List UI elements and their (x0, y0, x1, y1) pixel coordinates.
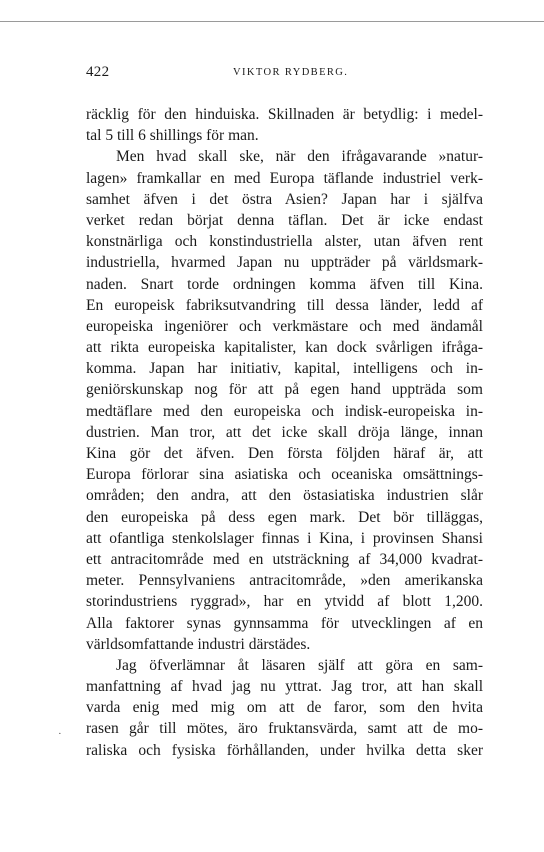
text-line: raliska och fysiska förhållanden, under hvilka detta sker (86, 741, 483, 759)
text-line: medtäflare med den europeiska och indisk-europeiska in- (86, 402, 483, 420)
text-line: konstnärliga och konstindustriella alster, utan äfven rent (86, 233, 483, 251)
text-line: varda enig med mig om att de faror, som den hvita (86, 699, 483, 717)
text-line: europeiska ingeniörer och verkmästare och med ändamål (86, 317, 483, 335)
text-line: tal 5 till 6 shillings för man. (86, 127, 259, 145)
body-text (86, 104, 483, 761)
text-line: ett antracitområde med en utsträckning af 34,000 kvadrat- (86, 550, 483, 568)
text-line: manfattning af hvad jag nu yttrat. Jag tror, att han skall (86, 678, 483, 696)
text-line: områden; den andra, att den östasiatiska industrien slår (86, 487, 483, 505)
text-line: den europeiska på dess egen mark. Det bör tilläggas, (86, 508, 483, 526)
text-line: Alla faktorer synas gynnsamma för utvecklingen af en (86, 614, 483, 632)
text-line: geniörskunskap nog för att på egen hand uppträda som (86, 381, 483, 399)
text-line: meter. Pennsylvaniens antracitområde, »den amerikanska (86, 572, 483, 590)
text-line: dustrien. Man tror, att det icke skall dröja länge, innan (86, 423, 483, 441)
text-line: rasen går till mötes, äro fruktansvärda, samt att de mo- (86, 720, 483, 738)
text-line: Europa förlorar sina asiatiska och oceaniska omsättnings- (86, 466, 483, 484)
text-line: att rikta europeiska kapitalister, kan dock svårligen ifråga- (86, 339, 483, 357)
page-number: 422 (86, 64, 110, 80)
text-line: naden. Snart torde ordningen komma äfven till Kina. (86, 275, 483, 293)
text-line: att ofantliga stenkolslager finnas i Kina, i provinsen Shansi (86, 529, 483, 547)
text-line: världsomfattande industri därstädes. (86, 635, 311, 653)
text-line: räcklig för den hinduiska. Skillnaden är betydlig: i medel- (86, 106, 483, 123)
text-line: Men hvad skall ske, när den ifrågavarande »natur- (116, 148, 483, 166)
margin-mark: · (58, 728, 62, 740)
page-header (86, 64, 486, 84)
text-line: storindustriens ryggrad», har en ytvidd af blott 1,200. (86, 593, 483, 611)
text-line: Jag öfverlämnar åt läsaren själf att göra en sam- (116, 656, 483, 674)
text-line: En europeisk fabriksutvandring till dessa länder, ledd af (86, 296, 483, 314)
text-line: verket redan börjat denna täflan. Det är icke endast (86, 211, 483, 229)
text-line: samhet äfven i det östra Asien? Japan har i själfva (86, 190, 483, 208)
text-line: komma. Japan har initiativ, kapital, intelligens och in- (86, 360, 483, 378)
text-line: industriella, hvarmed Japan nu uppträder på världsmark- (86, 254, 483, 272)
text-line: lagen» framkallar en med Europa täflande industriel verk- (86, 169, 483, 187)
running-head: VIKTOR RYDBERG. (233, 67, 349, 78)
text-line: Kina gör det äfven. Den första följden häraf är, att (86, 445, 483, 462)
top-rule (0, 21, 544, 22)
